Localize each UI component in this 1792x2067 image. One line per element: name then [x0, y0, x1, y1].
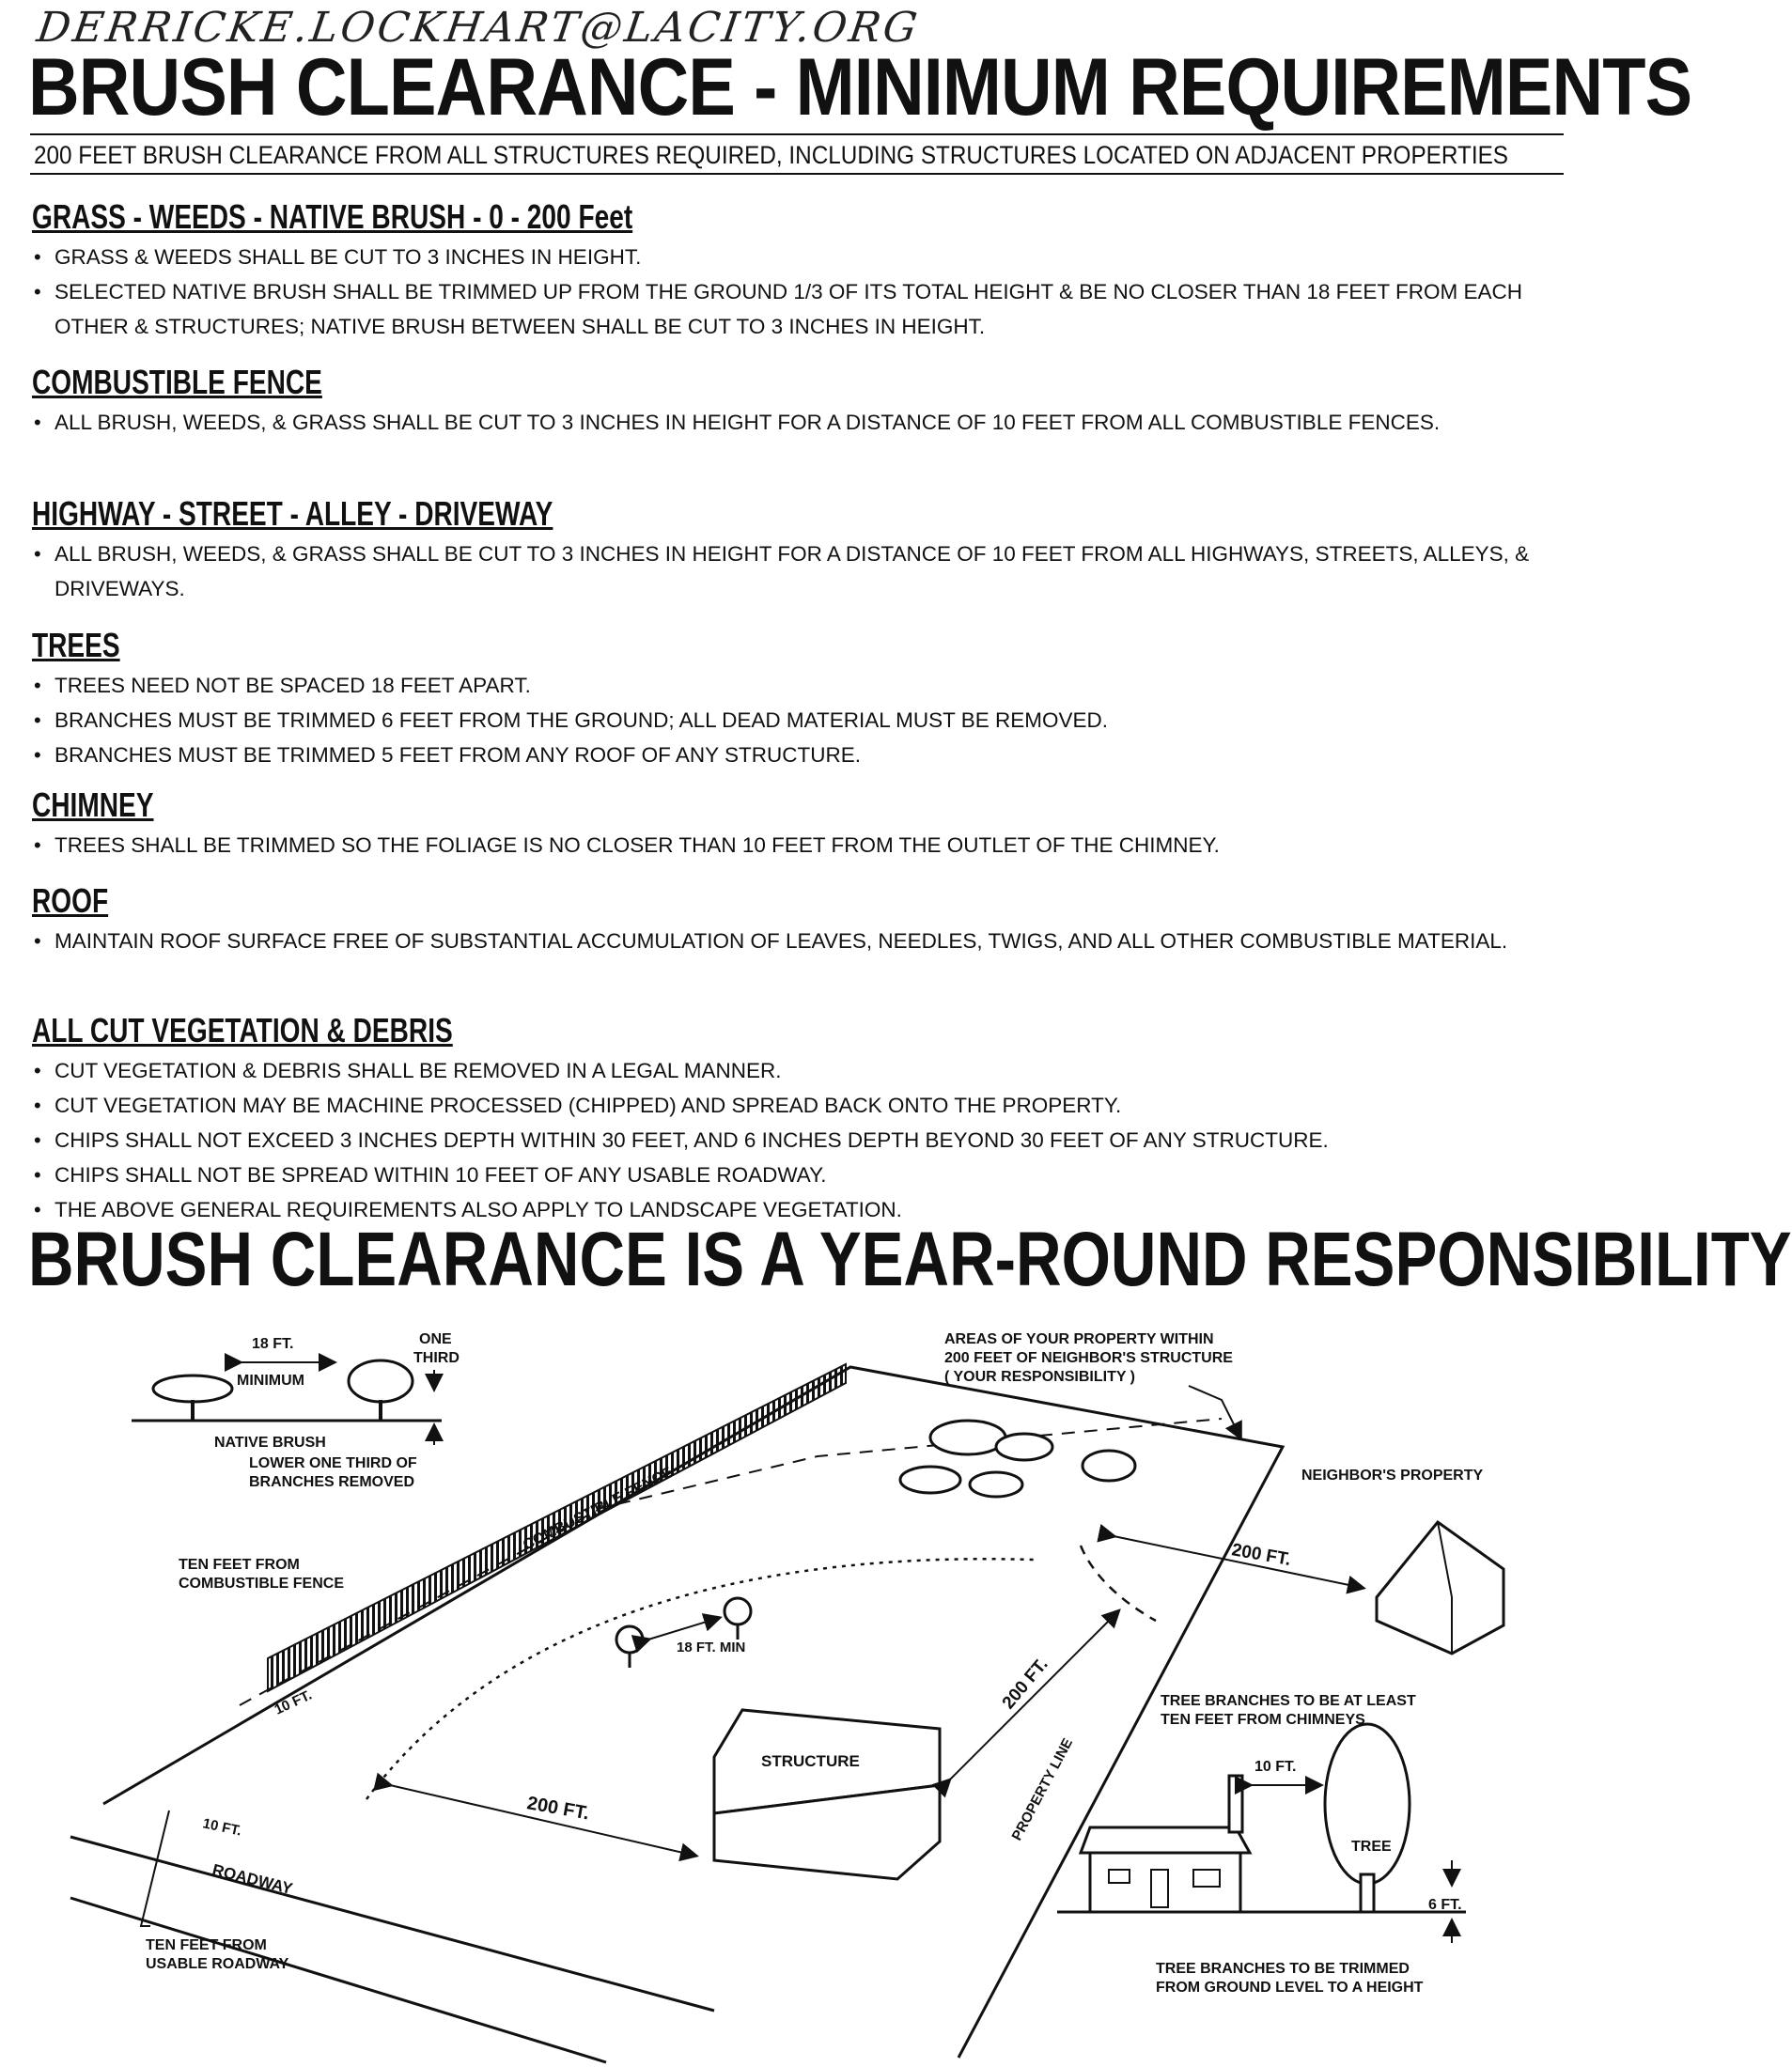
label-10ft-road: 10 FT. — [201, 1815, 243, 1840]
section-cut-vegetation — [32, 1011, 1573, 1227]
label-lower-one-third: LOWER ONE THIRD OF — [249, 1455, 417, 1471]
label-trim-branches: TREE BRANCHES TO BE TRIMMED — [1156, 1961, 1410, 1977]
tree-icon — [725, 1598, 751, 1640]
label-property-line: PROPERTY LINE — [1008, 1735, 1077, 1843]
list-item: • THE ABOVE GENERAL REQUIREMENTS ALSO APPLY TO LANDSCAPE VEGETATION. — [32, 1192, 1573, 1227]
section-heading: CHIMNEY — [32, 785, 154, 824]
label-ten-feet-fence: TEN FEET FROM — [179, 1557, 300, 1573]
label-10ft-chimney: 10 FT. — [1254, 1759, 1297, 1775]
label-18ft-min: 18 FT. MIN — [677, 1640, 746, 1655]
label-10ft-fence: 10 FT. — [272, 1686, 315, 1718]
label-combustible-fence-ref: COMBUSTIBLE FENCE — [179, 1576, 344, 1592]
page-title: BRUSH CLEARANCE - MINIMUM REQUIREMENTS — [28, 42, 1692, 132]
label-usable-roadway: USABLE ROADWAY — [146, 1956, 289, 1972]
label-minimum: MINIMUM — [237, 1373, 304, 1389]
section-heading: ALL CUT VEGETATION & DEBRIS — [32, 1011, 453, 1049]
list-item: • MAINTAIN ROOF SURFACE FREE OF SUBSTANTIAL ACCUMULATION OF LEAVES, NEEDLES, TWIGS, AND ALL OTHER COMBUSTIBLE MATERIAL. — [32, 924, 1573, 958]
label-6ft: 6 FT. — [1428, 1897, 1462, 1913]
label-200ft-side: 200 FT. — [998, 1655, 1052, 1714]
tree-icon — [616, 1626, 643, 1668]
subtitle-rule — [30, 173, 1564, 175]
label-roadway: ROADWAY — [210, 1860, 295, 1898]
combustible-fence — [268, 1364, 846, 1691]
section-trees — [32, 626, 1573, 772]
section-chimney — [32, 785, 1573, 863]
label-combustible-fence: COMBUSTIBLE FENCE — [521, 1464, 676, 1554]
list-item: • BRANCHES MUST BE TRIMMED 6 FEET FROM THE GROUND; ALL DEAD MATERIAL MUST BE REMOVED. — [32, 703, 1573, 738]
section-highway-street — [32, 494, 1573, 606]
list-item: • BRANCHES MUST BE TRIMMED 5 FEET FROM ANY ROOF OF ANY STRUCTURE. — [32, 738, 1573, 772]
list-item: • ALL BRUSH, WEEDS, & GRASS SHALL BE CUT TO 3 INCHES IN HEIGHT FOR A DISTANCE OF 10 FEET FROM ALL COMBUSTIBLE FENCES. — [32, 405, 1573, 440]
label-third: THIRD — [413, 1350, 460, 1366]
list-item: • TREES NEED NOT BE SPACED 18 FEET APART. — [32, 668, 1573, 703]
label-chimney-branches: TREE BRANCHES TO BE AT LEAST — [1161, 1693, 1416, 1709]
label-native-brush: NATIVE BRUSH — [214, 1435, 326, 1451]
label-18ft: 18 FT. — [252, 1336, 294, 1352]
list-item: • TREES SHALL BE TRIMMED SO THE FOLIAGE IS NO CLOSER THAN 10 FEET FROM THE OUTLET OF THE CHIMNEY. — [32, 828, 1573, 863]
section-heading: COMBUSTIBLE FENCE — [32, 363, 322, 401]
brush-area-icon — [900, 1421, 1135, 1497]
section-heading: HIGHWAY - STREET - ALLEY - DRIVEWAY — [32, 494, 553, 533]
structure-building — [714, 1710, 940, 1879]
list-item: • GRASS & WEEDS SHALL BE CUT TO 3 INCHES IN HEIGHT. — [32, 240, 1573, 274]
section-heading: GRASS - WEEDS - NATIVE BRUSH - 0 - 200 Feet — [32, 197, 633, 236]
list-item: • ALL BRUSH, WEEDS, & GRASS SHALL BE CUT TO 3 INCHES IN HEIGHT FOR A DISTANCE OF 10 FEET FROM ALL HIGHWAYS, STREETS, ALLEYS, & DRIVEWAYS. — [32, 536, 1573, 606]
label-200ft-neighbor-structure: 200 FEET OF NEIGHBOR'S STRUCTURE — [944, 1350, 1233, 1366]
tree-icon — [1325, 1724, 1410, 1912]
section-grass-weeds — [32, 197, 1573, 344]
list-item: • CHIPS SHALL NOT BE SPREAD WITHIN 10 FEET OF ANY USABLE ROADWAY. — [32, 1158, 1573, 1192]
label-tree: TREE — [1351, 1839, 1392, 1855]
shrub-icon — [349, 1360, 413, 1421]
section-heading: TREES — [32, 626, 120, 664]
year-round-banner: BRUSH CLEARANCE IS A YEAR-ROUND RESPONSIBILITY — [28, 1217, 1792, 1302]
label-your-responsibility: ( YOUR RESPONSIBILITY ) — [944, 1369, 1135, 1385]
section-combustible-fence — [32, 363, 1573, 440]
label-neighbors-property: NEIGHBOR'S PROPERTY — [1301, 1468, 1484, 1484]
label-branches-removed: BRANCHES REMOVED — [249, 1474, 415, 1490]
neighbor-house — [1377, 1522, 1504, 1654]
native-brush-inset — [132, 1331, 460, 1490]
list-item: • SELECTED NATIVE BRUSH SHALL BE TRIMMED UP FROM THE GROUND 1/3 OF ITS TOTAL HEIGHT & BE NO CLOSER THAN 18 FEET FROM EACH OTHER & STRUCTURES; NATIVE BRUSH BETWEEN SHALL BE CUT TO 3 INCHES IN HEIGHT. — [32, 274, 1573, 344]
label-one: ONE — [419, 1331, 452, 1347]
label-200ft-neighbor: 200 FT. — [1230, 1540, 1293, 1570]
label-ten-feet-roadway: TEN FEET FROM — [146, 1937, 267, 1953]
shrub-icon — [153, 1375, 232, 1421]
section-heading: ROOF — [32, 881, 109, 920]
list-item: • CUT VEGETATION & DEBRIS SHALL BE REMOVED IN A LEGAL MANNER. — [32, 1053, 1573, 1088]
label-areas-within: AREAS OF YOUR PROPERTY WITHIN — [944, 1331, 1214, 1347]
list-item: • CHIPS SHALL NOT EXCEED 3 INCHES DEPTH WITHIN 30 FEET, AND 6 INCHES DEPTH BEYOND 30 FEET OF ANY STRUCTURE. — [32, 1123, 1573, 1158]
section-roof — [32, 881, 1573, 958]
handwritten-email-note: DERRICKE.LOCKHART@LACITY.ORG — [34, 4, 923, 52]
brush-clearance-diagram — [0, 1315, 1597, 2067]
page-subtitle: 200 FEET BRUSH CLEARANCE FROM ALL STRUCTURES REQUIRED, INCLUDING STRUCTURES LOCATED ON ADJACENT PROPERTIES — [34, 141, 1508, 169]
label-ten-feet-chimneys: TEN FEET FROM CHIMNEYS — [1161, 1712, 1365, 1728]
label-structure: STRUCTURE — [761, 1752, 860, 1770]
label-trim-height: FROM GROUND LEVEL TO A HEIGHT — [1156, 1980, 1424, 1996]
title-rule — [30, 133, 1564, 135]
label-200ft-front: 200 FT. — [525, 1793, 591, 1825]
list-item: • CUT VEGETATION MAY BE MACHINE PROCESSED (CHIPPED) AND SPREAD BACK ONTO THE PROPERTY. — [32, 1088, 1573, 1123]
